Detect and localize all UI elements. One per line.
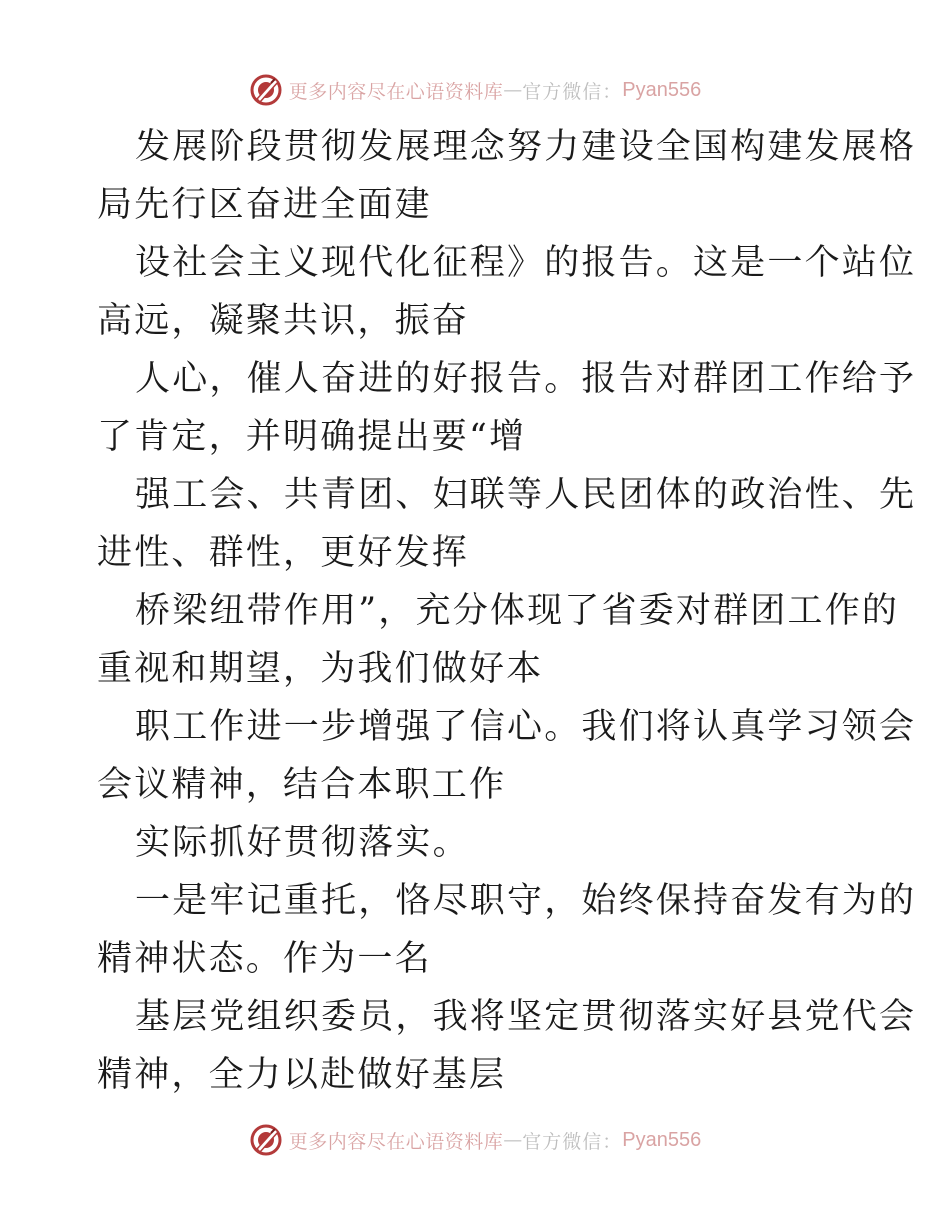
header-dash: — — [503, 79, 523, 101]
text-line: 高远，凝聚共识，振奋 — [97, 301, 470, 341]
footer-wechat-id: Pyan556 — [622, 1128, 702, 1151]
header-wechat-id: Pyan556 — [622, 78, 702, 101]
text-line: 局先行区奋进全面建 — [97, 185, 432, 225]
pen-logo-icon — [249, 73, 283, 107]
text-line: 强工会、共青团、妇联等人民团体的政治性、先 — [135, 475, 917, 515]
text-line: 重视和期望，为我们做好本 — [97, 649, 544, 689]
text-line: 了肯定，并明确提出要“增 — [97, 417, 527, 457]
footer-banner — [0, 1120, 950, 1160]
header-banner — [0, 70, 950, 110]
text-line: 设社会主义现代化征程》的报告。这是一个站位 — [135, 243, 917, 283]
text-line: 进性、群性，更好发挥 — [97, 533, 470, 573]
text-line: 精神状态。作为一名 — [97, 939, 432, 979]
header-wechat-label: 官方微信： — [522, 80, 623, 103]
text-line: 桥梁纽带作用”，充分体现了省委对群团工作的 — [135, 591, 900, 631]
text-line: 一是牢记重托，恪尽职守，始终保持奋发有为的 — [135, 881, 917, 921]
text-line: 职工作进一步增强了信心。我们将认真学习领会 — [135, 707, 917, 747]
text-line: 发展阶段贯彻发展理念努力建设全国构建发展格 — [135, 127, 917, 167]
text-line: 基层党组织委员，我将坚定贯彻落实好县党代会 — [135, 997, 917, 1037]
text-line: 人心，催人奋进的好报告。报告对群团工作给予 — [135, 359, 917, 399]
header-site-text: 更多内容尽在心语资料库 — [288, 80, 504, 103]
body-text — [97, 118, 917, 1104]
footer-dash: — — [503, 1129, 523, 1151]
text-line: 实际抓好贯彻落实。 — [135, 823, 470, 863]
footer-site-text: 更多内容尽在心语资料库 — [288, 1130, 504, 1153]
text-line: 精神，全力以赴做好基层 — [97, 1055, 507, 1095]
pen-logo-icon — [249, 1123, 283, 1157]
footer-wechat-label: 官方微信： — [522, 1130, 623, 1153]
text-line: 会议精神，结合本职工作 — [97, 765, 507, 805]
